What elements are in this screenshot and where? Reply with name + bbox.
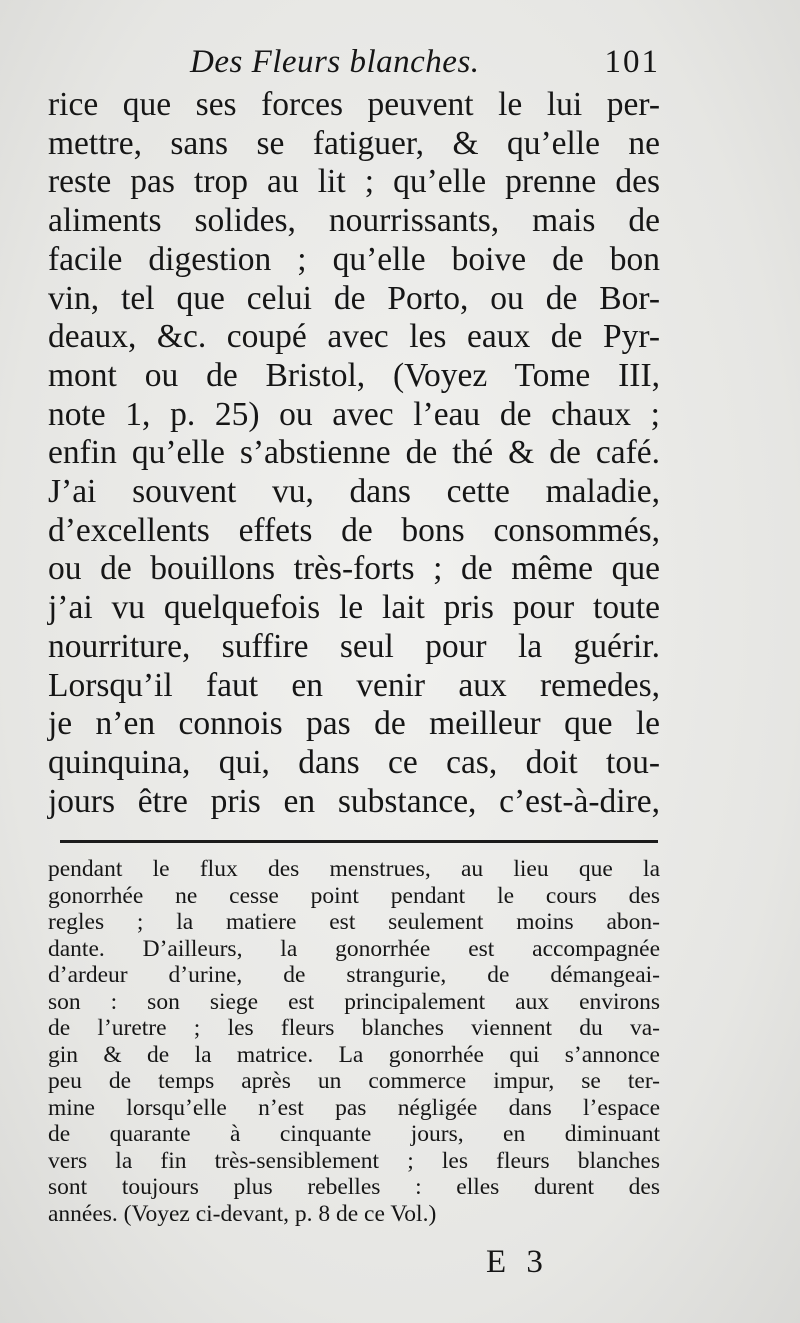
text-line: note 1, p. 25) ou avec l’eau de chaux ; [48, 395, 660, 433]
footnote [48, 856, 660, 1227]
text-line: jours être pris en substance, c’est-à-dire, [48, 782, 660, 820]
signature-mark: E 3 [486, 1244, 549, 1280]
text-line: j’ai vu quelquefois le lait pris pour toute [48, 589, 660, 627]
footnote-line: vers la fin très-sensiblement ; les fleurs blanches [48, 1147, 660, 1174]
text-line: d’excellents effets de bons consommés, [48, 511, 660, 549]
text-line: reste pas trop au lit ; qu’elle prenne des [48, 163, 660, 201]
footnote-line: d’ardeur d’urine, de strangurie, de démangeai- [48, 962, 660, 988]
footnote-line: son : son siege est principalement aux environs [48, 988, 660, 1015]
text-line: deaux, &c. coupé avec les eaux de Pyr- [48, 318, 660, 356]
footnote-line: pendant le flux des menstrues, au lieu que la [48, 856, 660, 882]
text-line: mettre, sans se fatiguer, & qu’elle ne [48, 124, 660, 162]
footnote-separator [60, 840, 658, 843]
running-title: Des Fleurs blanches. [190, 44, 480, 80]
footnote-line: peu de temps après un commerce impur, se ter- [48, 1068, 660, 1094]
text-line: J’ai souvent vu, dans cette maladie, [48, 473, 660, 511]
text-line: quinquina, qui, dans ce cas, doit tou- [48, 743, 660, 781]
footnote-line: mine lorsqu’elle n’est pas négligée dans l’espace [48, 1094, 660, 1121]
text-line: vin, tel que celui de Porto, ou de Bor- [48, 279, 660, 317]
text-line: je n’en connois pas de meilleur que le [48, 705, 660, 743]
footnote-line: regles ; la matiere est seulement moins abon- [48, 909, 660, 935]
text-line: facile digestion ; qu’elle boive de bon [48, 240, 660, 278]
text-line: rice que ses forces peuvent le lui per- [48, 86, 660, 123]
text-line: enfin qu’elle s’abstienne de thé & de café. [48, 434, 660, 472]
page-number: 101 [604, 44, 660, 80]
text-line: Lorsqu’il faut en venir aux remedes, [48, 666, 660, 704]
text-line: mont ou de Bristol, (Voyez Tome III, [48, 356, 660, 394]
text-line: nourriture, suffire seul pour la guérir. [48, 627, 660, 665]
footnote-line: années. (Voyez ci-devant, p. 8 de ce Vol.) [48, 1200, 437, 1227]
footnote-line: de quarante à cinquante jours, en diminuant [48, 1121, 660, 1147]
page-header [190, 40, 660, 90]
footnote-line: dante. D’ailleurs, la gonorrhée est accompagnée [48, 935, 660, 962]
main-text [48, 86, 660, 821]
footnote-line: gin & de la matrice. La gonorrhée qui s’annonce [48, 1041, 660, 1068]
footnote-line: sont toujours plus rebelles : elles durent des [48, 1174, 660, 1200]
text-line: aliments solides, nourrissants, mais de [48, 202, 660, 240]
footnote-line: gonorrhée ne cesse point pendant le cours des [48, 882, 660, 909]
text-line: ou de bouillons très-forts ; de même que [48, 550, 660, 588]
footnote-line: de l’uretre ; les fleurs blanches viennent du va- [48, 1015, 660, 1041]
